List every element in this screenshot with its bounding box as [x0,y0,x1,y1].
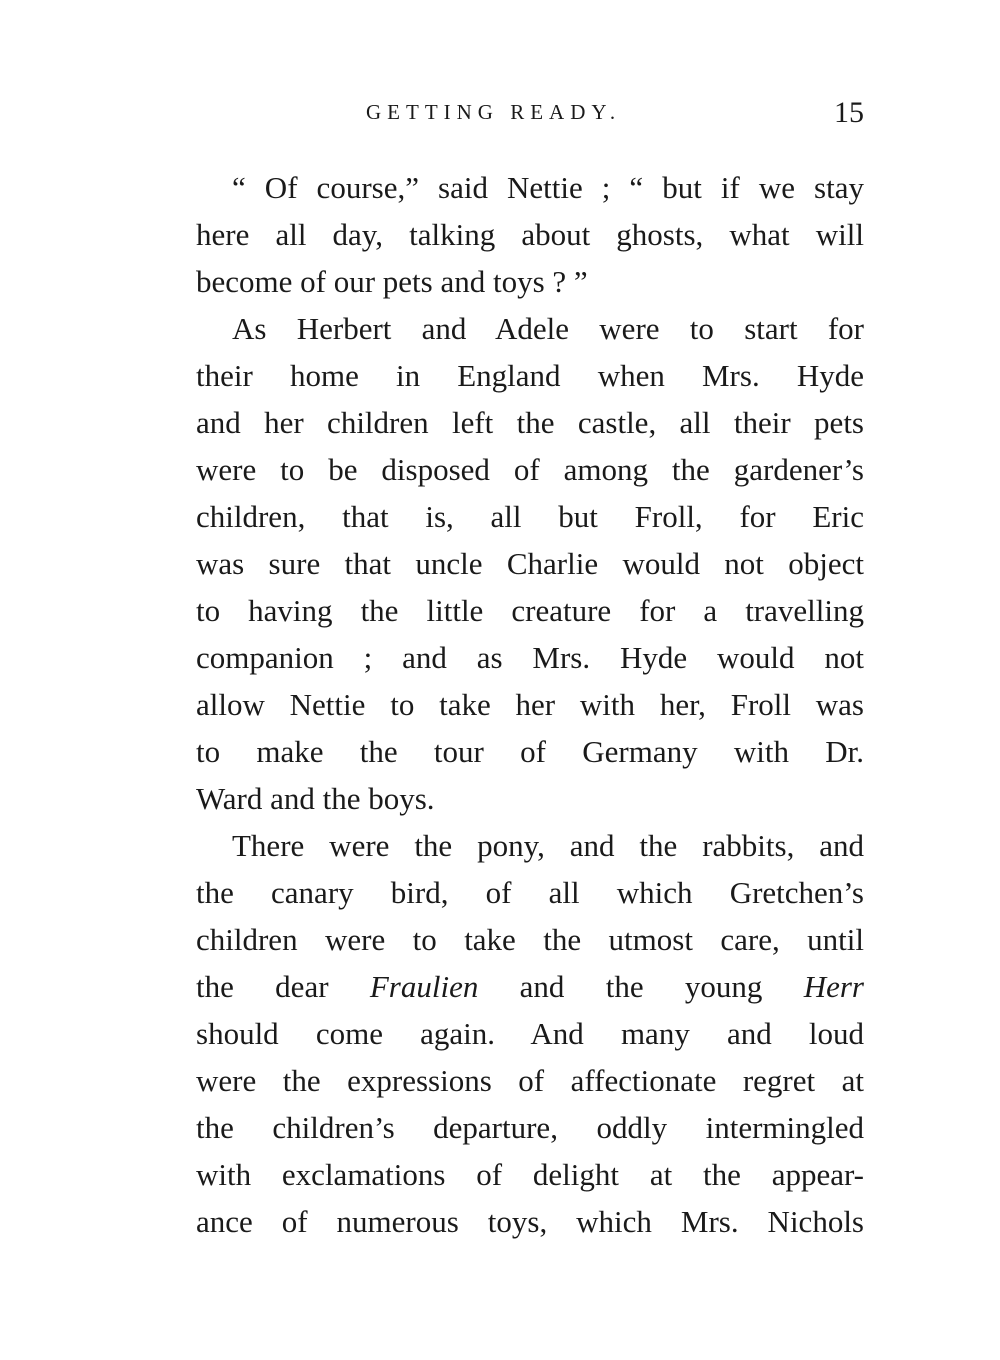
text-line: children, that is, all but Froll, for Eric [196,499,864,534]
paragraph-2 [196,305,864,822]
text-run: and the young [478,969,804,1004]
text-line: to make the tour of Germany with Dr. [196,734,864,769]
text-line: ance of numerous toys, which Mrs. Nichols [196,1204,864,1239]
text-line: with exclamations of delight at the appear- [196,1157,864,1192]
text-line: and her children left the castle, all their pets [196,405,864,440]
text-line: allow Nettie to take her with her, Froll was [196,687,864,722]
text-line: should come again. And many and loud [196,1016,864,1051]
text-line: As Herbert and Adele were to start for [232,311,864,346]
running-head [196,96,864,136]
text-line: their home in England when Mrs. Hyde [196,358,864,393]
text-line: the children’s departure, oddly intermingled [196,1110,864,1145]
running-title: GETTING READY. [366,100,622,124]
text-line: “ Of course,” said Nettie ; “ but if we stay [232,170,864,205]
text-line: There were the pony, and the rabbits, and [232,828,864,863]
text-line-with-italics [196,963,864,1010]
italic-word-herr: Herr [803,969,864,1004]
text-line: was sure that uncle Charlie would not object [196,546,864,581]
text-line: were to be disposed of among the gardener’s [196,452,864,487]
text-line: become of our pets and toys ? ” [196,264,588,299]
paragraph-1 [196,164,864,305]
text-line: Ward and the boys. [196,781,435,816]
body-text [196,164,864,1245]
text-line: were the expressions of affectionate regret at [196,1063,864,1098]
text-line: the canary bird, of all which Gretchen’s [196,875,864,910]
text-line: children were to take the utmost care, until [196,922,864,957]
page-number: 15 [834,96,864,129]
italic-word-fraulien: Fraulien [369,969,479,1004]
paragraph-3 [196,822,864,1245]
text-line: here all day, talking about ghosts, what will [196,217,864,252]
text-run: the dear [196,969,370,1004]
text-line: companion ; and as Mrs. Hyde would not [196,640,864,675]
text-line: to having the little creature for a travelling [196,593,864,628]
